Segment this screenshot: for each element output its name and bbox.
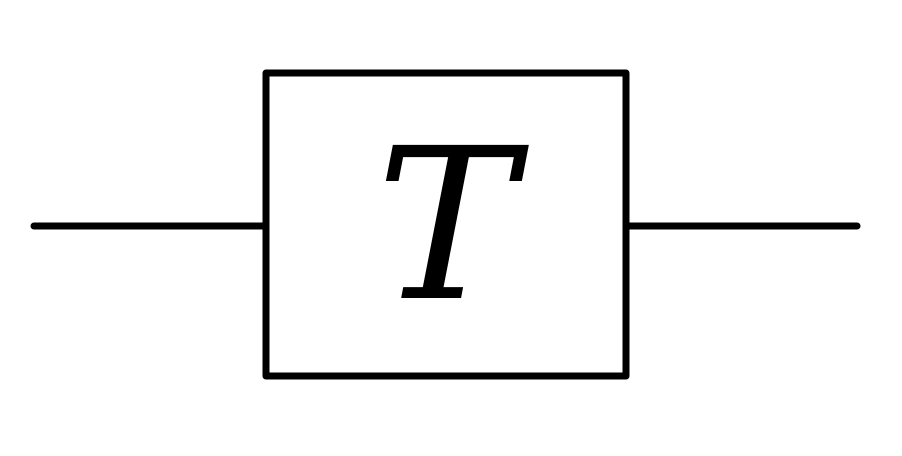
gate-label: T	[375, 103, 517, 348]
